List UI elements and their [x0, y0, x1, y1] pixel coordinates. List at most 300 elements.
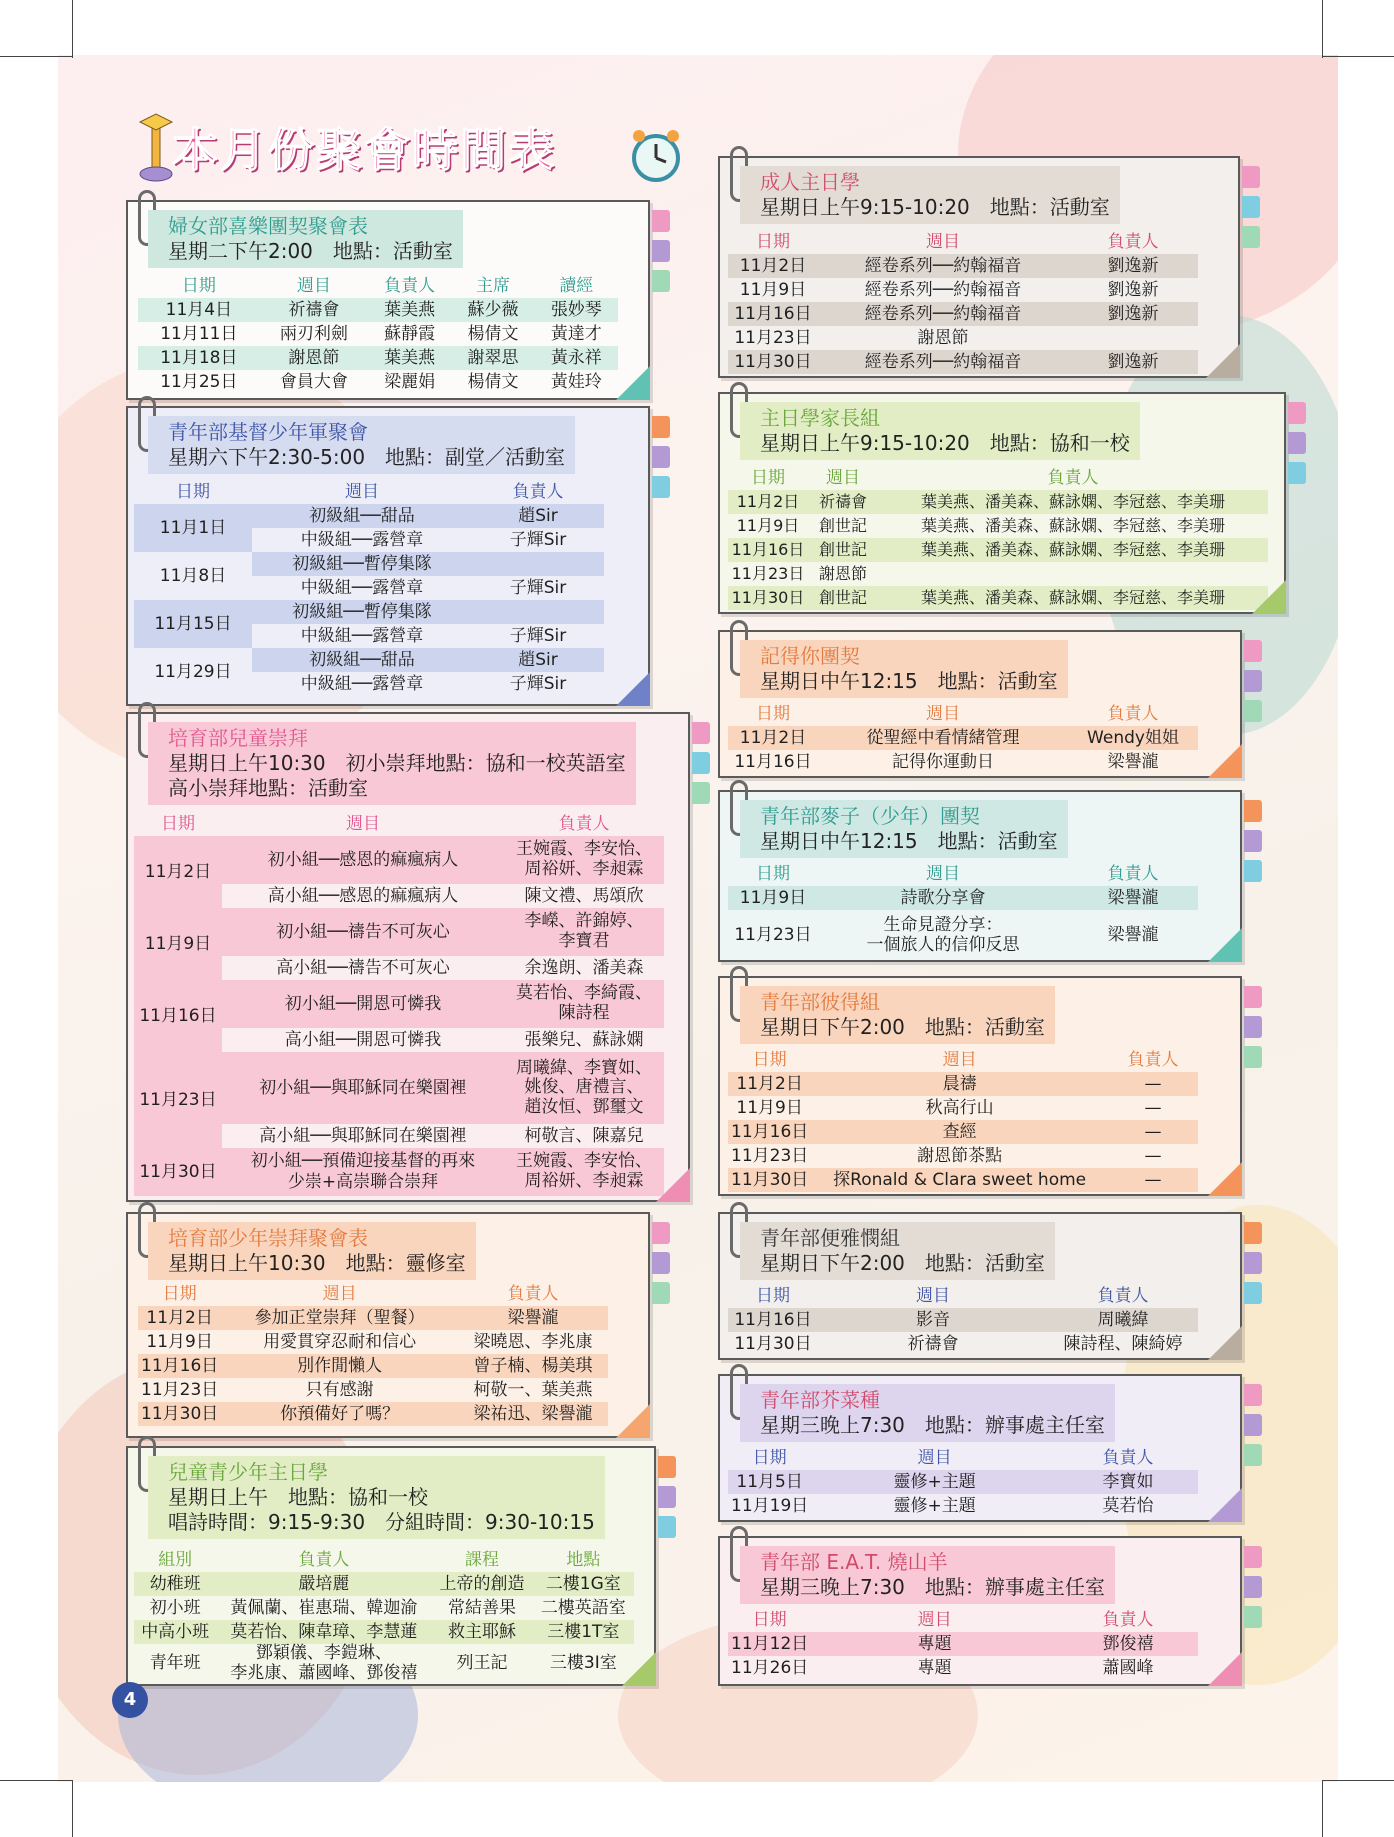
- col-header: 週目: [917, 1609, 952, 1630]
- table-row: [728, 1096, 1198, 1120]
- table-row: [728, 1072, 1198, 1096]
- cell: 王婉霞、李安怡、 周裕妍、李昶霖: [504, 1148, 664, 1196]
- cell: 生命見證分享： 一個旅人的信仰反思: [866, 914, 1020, 955]
- col-header: 週目: [826, 467, 860, 488]
- card-subtitle: 星期日中午12:15 地點：活動室: [760, 669, 1058, 693]
- table-row: [728, 886, 1198, 910]
- card-subtitle-2: 高小崇拜地點：活動室: [168, 776, 368, 800]
- table-row: [728, 726, 1198, 750]
- cell: 葉美燕、潘美森、蘇詠嫻、李冠慈、李美珊: [920, 540, 1225, 560]
- card-subtitle: 星期日上午9:15-10:20 地點：活動室: [760, 195, 1110, 219]
- cell: —: [1144, 1121, 1162, 1142]
- cell: 中級組──露營章: [300, 577, 424, 598]
- card-title: 青年部彼得組: [760, 990, 880, 1014]
- table-row: [138, 346, 618, 370]
- cell: 列王記: [456, 1653, 508, 1674]
- cell: 11月12日: [731, 1633, 809, 1654]
- cell: 11月16日: [731, 540, 805, 560]
- cell: 三樓1T室: [547, 1621, 620, 1642]
- col-header: 課程: [464, 1549, 499, 1570]
- color-tabs: [1244, 800, 1262, 890]
- col-header: 主席: [475, 275, 510, 296]
- col-header: 地點: [566, 1549, 601, 1570]
- col-header: 負責人: [1102, 1447, 1154, 1468]
- cell: 趙Sir: [472, 504, 604, 528]
- cell: 梁譽瀧: [1107, 751, 1159, 772]
- table-row: [134, 648, 604, 672]
- cell: 嚴培麗: [298, 1573, 350, 1594]
- color-tabs: [652, 416, 670, 506]
- cell: 11月30日: [731, 588, 805, 608]
- cell: —: [1144, 1073, 1162, 1094]
- cell: 11月9日: [134, 908, 222, 980]
- table-row: [728, 254, 1198, 278]
- cell: 11月30日: [134, 1148, 222, 1196]
- col-header: 負責人: [1107, 231, 1159, 252]
- cell: 11月2日: [736, 1073, 803, 1094]
- cell: 周曦緯、李寶如、 姚俊、唐禮言、 趙汝恒、鄧璽文: [504, 1052, 664, 1124]
- cell: [472, 600, 604, 624]
- table-row: [134, 836, 664, 884]
- cell: 高小組──禱告不可灰心: [276, 957, 450, 978]
- table-row: [728, 1332, 1198, 1356]
- table-row: [728, 1632, 1198, 1656]
- card-title: 青年部麥子（少年）團契: [760, 804, 980, 828]
- cell: 11月2日: [739, 727, 807, 748]
- table-row: [728, 326, 1198, 350]
- cell: 上帝的創造: [439, 1573, 525, 1594]
- cell: 11月16日: [734, 751, 812, 772]
- col-header: 負責人: [1047, 467, 1099, 488]
- cell: 王婉霞、李安怡、 周裕妍、李昶霖: [504, 836, 664, 884]
- cell: 創世記: [818, 540, 867, 560]
- card-title: 婦女部喜樂團契聚會表: [168, 214, 368, 238]
- col-header: 日期: [752, 1447, 787, 1468]
- cell: 莫若怡、陳韋璋、李慧蓮: [230, 1621, 418, 1642]
- table-row: [138, 1378, 608, 1402]
- col-header: 週目: [296, 275, 331, 296]
- cell: Wendy姐姐: [1087, 727, 1179, 748]
- cell: 初小組──與耶穌同在樂園裡: [222, 1052, 504, 1124]
- sunday-school-card: [126, 1446, 656, 1686]
- cell: 黃佩蘭、崔惠瑞、韓迦渝: [230, 1597, 418, 1618]
- cell: 常結善果: [447, 1597, 516, 1618]
- table-row: [134, 980, 664, 1028]
- peter-table: [728, 1048, 1198, 1192]
- cell: 謝恩節: [288, 347, 340, 368]
- cell: 影音: [916, 1309, 950, 1330]
- card-subtitle: 星期三晚上7:30 地點：辦事處主任室: [760, 1575, 1105, 1599]
- cell: 青年班: [149, 1653, 201, 1674]
- alarm-clock-icon: [630, 126, 682, 184]
- boys-table: [134, 480, 604, 696]
- cell: 詩歌分享會: [900, 887, 986, 908]
- color-tabs: [1244, 640, 1262, 730]
- cell: 鄧俊禧: [1102, 1633, 1154, 1654]
- parents-table: [728, 466, 1268, 610]
- card-subtitle: 星期三晚上7:30 地點：辦事處主任室: [760, 1413, 1105, 1437]
- table-row: [728, 1120, 1198, 1144]
- col-header: 週目: [926, 863, 960, 884]
- col-header: 負責人: [1107, 703, 1159, 724]
- cell: 經卷系列──約翰福音: [864, 255, 1022, 276]
- col-header: 週目: [916, 1285, 950, 1306]
- table-row: [138, 370, 618, 394]
- table-row: [134, 600, 604, 624]
- card-title: 青年部便雅憫組: [760, 1226, 900, 1250]
- col-header: 週目: [942, 1049, 977, 1070]
- col-header: 日期: [751, 467, 785, 488]
- cell: 張樂兒、蘇詠嫻: [524, 1029, 644, 1050]
- cell: 初級組──暫停集隊: [252, 600, 472, 624]
- col-header: 負責人: [298, 1549, 350, 1570]
- cell: 柯敬言、陳嘉兒: [524, 1125, 644, 1146]
- col-header: 負責人: [1107, 863, 1159, 884]
- remember-fellowship-card: [718, 630, 1242, 778]
- cell: 葉美燕、潘美森、蘇詠嫻、李冠慈、李美珊: [920, 492, 1225, 512]
- cell: 11月23日: [734, 327, 812, 348]
- cell: 靈修+主題: [893, 1495, 976, 1516]
- cell: 經卷系列──約翰福音: [864, 303, 1022, 324]
- adult-table: [728, 230, 1198, 374]
- cell: 靈修+主題: [893, 1471, 976, 1492]
- cell: —: [1144, 1097, 1162, 1118]
- cell: 柯敬一、葉美燕: [473, 1379, 593, 1400]
- color-tabs: [1244, 1384, 1262, 1474]
- cell: 謝恩節: [917, 327, 969, 348]
- cell: [878, 562, 1268, 586]
- col-header: 週目: [926, 231, 960, 252]
- cell: 11月16日: [141, 1355, 219, 1376]
- col-header: 日期: [161, 813, 195, 834]
- cell: 11月18日: [160, 347, 238, 368]
- cell: 楊倩文: [467, 323, 519, 344]
- col-header: 週目: [346, 813, 380, 834]
- cell: 梁麗娟: [384, 371, 436, 392]
- cell: 劉逸新: [1107, 303, 1159, 324]
- women-table: [138, 274, 618, 394]
- cell: 初小班: [149, 1597, 201, 1618]
- cell: 初級組──甜品: [252, 648, 472, 672]
- cell: 二樓1G室: [545, 1573, 621, 1594]
- table-row: [134, 1052, 664, 1124]
- col-header: 讀經: [559, 275, 594, 296]
- adult-sunday-school-card: [718, 156, 1240, 378]
- card-subtitle: 星期六下午2:30-5:00 地點：副堂／活動室: [168, 445, 566, 469]
- card-subtitle: 星期日上午10:30 地點：靈修室: [168, 1251, 466, 1275]
- cell: 李嶸、許錦婷、 李寶君: [504, 908, 664, 956]
- cell: 葉美燕、潘美森、蘇詠嫻、李冠慈、李美珊: [920, 516, 1225, 536]
- page-number: 4: [112, 1682, 148, 1718]
- cell: 經卷系列──約翰福音: [864, 279, 1022, 300]
- cell: 11月23日: [134, 1052, 222, 1148]
- cell: 11月16日: [134, 980, 222, 1052]
- cell: 祈禱會: [907, 1333, 959, 1354]
- cell: 11月23日: [731, 564, 805, 584]
- cell: 11月5日: [736, 1471, 803, 1492]
- cell: 秋高行山: [925, 1097, 994, 1118]
- cell: 從聖經中看情緒管理: [866, 727, 1020, 748]
- table-row: [728, 1494, 1198, 1518]
- col-header: 日期: [181, 275, 216, 296]
- card-subtitle: 星期日下午2:00 地點：活動室: [760, 1251, 1045, 1275]
- col-header: 日期: [756, 231, 790, 252]
- cell: 11月30日: [734, 1333, 812, 1354]
- cell: 11月16日: [731, 1121, 809, 1142]
- cell: 11月29日: [154, 661, 232, 682]
- table-row: [728, 1144, 1198, 1168]
- cell: 梁譽瀧: [1107, 887, 1159, 908]
- cell: 葉美燕、潘美森、蘇詠嫻、李冠慈、李美珊: [920, 588, 1225, 608]
- cell: 初級組──甜品: [252, 504, 472, 528]
- table-row: [728, 910, 1198, 960]
- cell: 創世記: [818, 516, 867, 536]
- cell: 高小組──與耶穌同在樂園裡: [259, 1125, 467, 1146]
- cell: 陳詩程、陳綺婷: [1063, 1333, 1183, 1354]
- cell: 查經: [942, 1121, 977, 1142]
- col-header: 負責人: [507, 1283, 559, 1304]
- color-tabs: [1244, 986, 1262, 1076]
- card-title: 青年部基督少年軍聚會: [168, 420, 368, 444]
- cell: 劉逸新: [1107, 351, 1159, 372]
- col-header: 週目: [322, 1283, 357, 1304]
- cell: 子輝Sir: [509, 577, 567, 598]
- cell: 探Ronald & Clara sweet home: [833, 1169, 1087, 1190]
- table-row: [138, 1306, 608, 1330]
- cell: 11月26日: [731, 1657, 809, 1678]
- table-row: [728, 350, 1198, 374]
- cell: 黃達才: [550, 323, 602, 344]
- cell: 中級組──露營章: [300, 625, 424, 646]
- table-row: [138, 298, 618, 322]
- cell: 二樓英語室: [540, 1597, 626, 1618]
- col-header: 日期: [752, 1049, 787, 1070]
- cell: [1068, 326, 1198, 350]
- children-table: [134, 812, 664, 1196]
- col-header: 日期: [176, 481, 210, 502]
- mustard-seed-card: [718, 1374, 1242, 1522]
- table-row: [134, 1596, 634, 1620]
- cell: 梁譽瀧: [1107, 924, 1159, 945]
- cell: 兩刃利劍: [279, 323, 348, 344]
- cell: 莫若怡、李綺霞、 陳詩程: [504, 980, 664, 1028]
- boys-brigade-card: [126, 406, 650, 706]
- cell: 11月19日: [731, 1495, 809, 1516]
- table-row: [134, 504, 604, 528]
- cell: 初小組──開恩可憐我: [222, 980, 504, 1028]
- table-row: [134, 1644, 634, 1683]
- cell: 別作閒懶人: [297, 1355, 383, 1376]
- table-row: [134, 552, 604, 576]
- table-row: [134, 908, 664, 956]
- table-row: [728, 750, 1198, 774]
- cell: 11月23日: [734, 924, 812, 945]
- col-header: 負責人: [1127, 1049, 1179, 1070]
- cell: 參加正堂崇拜（聖餐）: [254, 1307, 425, 1328]
- cell: 子輝Sir: [509, 529, 567, 550]
- table-row: [728, 538, 1268, 562]
- table-row: [728, 514, 1268, 538]
- cell: 謝翠思: [467, 347, 519, 368]
- table-row: [134, 1148, 664, 1196]
- cell: 11月15日: [134, 600, 252, 648]
- cell: 晨禱: [942, 1073, 977, 1094]
- card-subtitle: 星期日上午10:30 初小崇拜地點：協和一校英語室: [168, 751, 626, 775]
- color-tabs: [1288, 402, 1306, 492]
- women-fellowship-card: [126, 200, 650, 400]
- cell: 葉美燕: [384, 299, 436, 320]
- cell: 初小組──禱告不可灰心: [222, 908, 504, 956]
- col-header: 日期: [756, 863, 790, 884]
- cell: 11月25日: [160, 371, 238, 392]
- cell: 經卷系列──約翰福音: [864, 351, 1022, 372]
- cell: 用愛貫穿忍耐和信心: [263, 1331, 417, 1352]
- col-header: 日期: [162, 1283, 197, 1304]
- table-row: [134, 1572, 634, 1596]
- col-header: 負責人: [558, 813, 610, 834]
- cell: 余逸朗、潘美森: [524, 957, 644, 978]
- col-header: 組別: [158, 1549, 193, 1570]
- cell: 子輝Sir: [509, 673, 567, 694]
- eat-group-card: [718, 1536, 1242, 1686]
- table-row: [728, 302, 1198, 326]
- table-row: [728, 1168, 1198, 1192]
- cell: 專題: [917, 1657, 952, 1678]
- mustard-table: [728, 1446, 1198, 1518]
- table-row: [138, 1402, 608, 1426]
- cell: 11月16日: [734, 303, 812, 324]
- cell: 高小組──感恩的痲瘋病人: [267, 885, 459, 906]
- color-tabs: [652, 210, 670, 300]
- table-row: [728, 562, 1268, 586]
- cell: 11月9日: [739, 887, 807, 908]
- cell: 蘇靜霞: [384, 323, 436, 344]
- cell: 11月23日: [731, 1145, 809, 1166]
- peter-group-card: [718, 976, 1242, 1196]
- cell: 子輝Sir: [509, 625, 567, 646]
- cell: 初小組──感恩的痲瘋病人: [222, 836, 504, 884]
- color-tabs: [1244, 1546, 1262, 1636]
- card-subtitle: 星期日中午12:15 地點：活動室: [760, 829, 1058, 853]
- col-header: 日期: [752, 1609, 787, 1630]
- col-header: 日期: [756, 1285, 790, 1306]
- cell: 11月2日: [146, 1307, 213, 1328]
- cell: 鄧穎儀、李鎧琳、 李兆康、蕭國峰、鄧俊禧: [230, 1643, 418, 1683]
- table-row: [134, 1620, 634, 1644]
- wheat-fellowship-card: [718, 790, 1242, 962]
- cell: 記得你運動日: [892, 751, 994, 772]
- cell: 會員大會: [279, 371, 348, 392]
- cell: 梁曉恩、李兆康: [473, 1331, 593, 1352]
- cell: 11月11日: [160, 323, 238, 344]
- cell: 11月2日: [739, 255, 807, 276]
- cell: 蘇少薇: [467, 299, 519, 320]
- col-header: 週目: [917, 1447, 952, 1468]
- cell: 專題: [917, 1633, 952, 1654]
- cell: 11月23日: [141, 1379, 219, 1400]
- cell: 梁祐迅、梁譽瀧: [473, 1403, 593, 1424]
- card-title: 成人主日學: [760, 170, 860, 194]
- card-subtitle: 星期二下午2:00 地點：活動室: [168, 239, 453, 263]
- teen-worship-card: [126, 1212, 650, 1438]
- eat-table: [728, 1608, 1198, 1680]
- color-tabs: [692, 722, 710, 812]
- table-row: [728, 1470, 1198, 1494]
- cell: 莫若怡: [1102, 1495, 1154, 1516]
- page-title: 本月份聚會時間表: [172, 123, 556, 178]
- cell: 高小組──開恩可憐我: [284, 1029, 442, 1050]
- cell: 周曦緯: [1097, 1309, 1149, 1330]
- table-row: [728, 586, 1268, 610]
- children-worship-card: [126, 712, 690, 1202]
- cell: 曾子楠、楊美琪: [473, 1355, 593, 1376]
- cell: 趙Sir: [472, 648, 604, 672]
- cell: 劉逸新: [1107, 279, 1159, 300]
- card-title: 主日學家長組: [760, 406, 880, 430]
- benjamin-table: [728, 1284, 1198, 1356]
- cell: 11月30日: [734, 351, 812, 372]
- cell: 黃永祥: [550, 347, 602, 368]
- cell: 11月9日: [146, 1331, 213, 1352]
- cell: 11月9日: [739, 279, 807, 300]
- card-title: 青年部 E.A.T. 燒山羊: [760, 1550, 948, 1574]
- table-row: [728, 490, 1268, 514]
- cell: 11月9日: [736, 516, 800, 536]
- color-tabs: [658, 1456, 676, 1546]
- sunday-school-table: [134, 1548, 634, 1683]
- cell: 梁譽瀧: [507, 1307, 559, 1328]
- cell: —: [1144, 1145, 1162, 1166]
- card-subtitle-2: 唱詩時間：9:15-9:30 分組時間：9:30-10:15: [168, 1510, 595, 1534]
- cell: 初小組──預備迎接基督的再來 少崇+高崇聯合崇拜: [222, 1148, 504, 1196]
- card-title: 記得你團契: [760, 644, 860, 668]
- card-subtitle: 星期日上午9:15-10:20 地點：協和一校: [760, 431, 1130, 455]
- col-header: 負責人: [1102, 1609, 1154, 1630]
- col-header: 日期: [756, 703, 790, 724]
- color-tabs: [1242, 166, 1260, 256]
- cell: 劉逸新: [1107, 255, 1159, 276]
- col-header: 週目: [345, 481, 379, 502]
- teen-table: [138, 1282, 608, 1426]
- cell: 11月2日: [736, 492, 800, 512]
- cell: 陳文禮、馬頌欣: [524, 885, 644, 906]
- card-title: 青年部芥菜種: [760, 1388, 880, 1412]
- cell: 11月16日: [734, 1309, 812, 1330]
- cell: 11月1日: [134, 504, 252, 552]
- col-header: 週目: [926, 703, 960, 724]
- table-row: [728, 1656, 1198, 1680]
- table-row: [138, 322, 618, 346]
- cell: 你預備好了嗎？: [280, 1403, 400, 1424]
- remember-table: [728, 702, 1198, 774]
- card-title: 兒童青少年主日學: [168, 1460, 328, 1484]
- cell: 11月30日: [731, 1169, 809, 1190]
- cell: —: [1144, 1169, 1162, 1190]
- cell: 蕭國峰: [1102, 1657, 1154, 1678]
- wheat-table: [728, 862, 1198, 960]
- cell: 初級組──暫停集隊: [252, 552, 472, 576]
- benjamin-group-card: [718, 1212, 1242, 1360]
- cell: 創世記: [818, 588, 867, 608]
- cell: 三樓3I室: [549, 1653, 617, 1674]
- cell: 11月9日: [736, 1097, 803, 1118]
- cell: 謝恩節茶點: [917, 1145, 1003, 1166]
- cell: 葉美燕: [384, 347, 436, 368]
- cell: 黃娃玲: [550, 371, 602, 392]
- cell: 中級組──露營章: [300, 673, 424, 694]
- cell: 中高小班: [141, 1621, 210, 1642]
- cell: 11月2日: [134, 836, 222, 908]
